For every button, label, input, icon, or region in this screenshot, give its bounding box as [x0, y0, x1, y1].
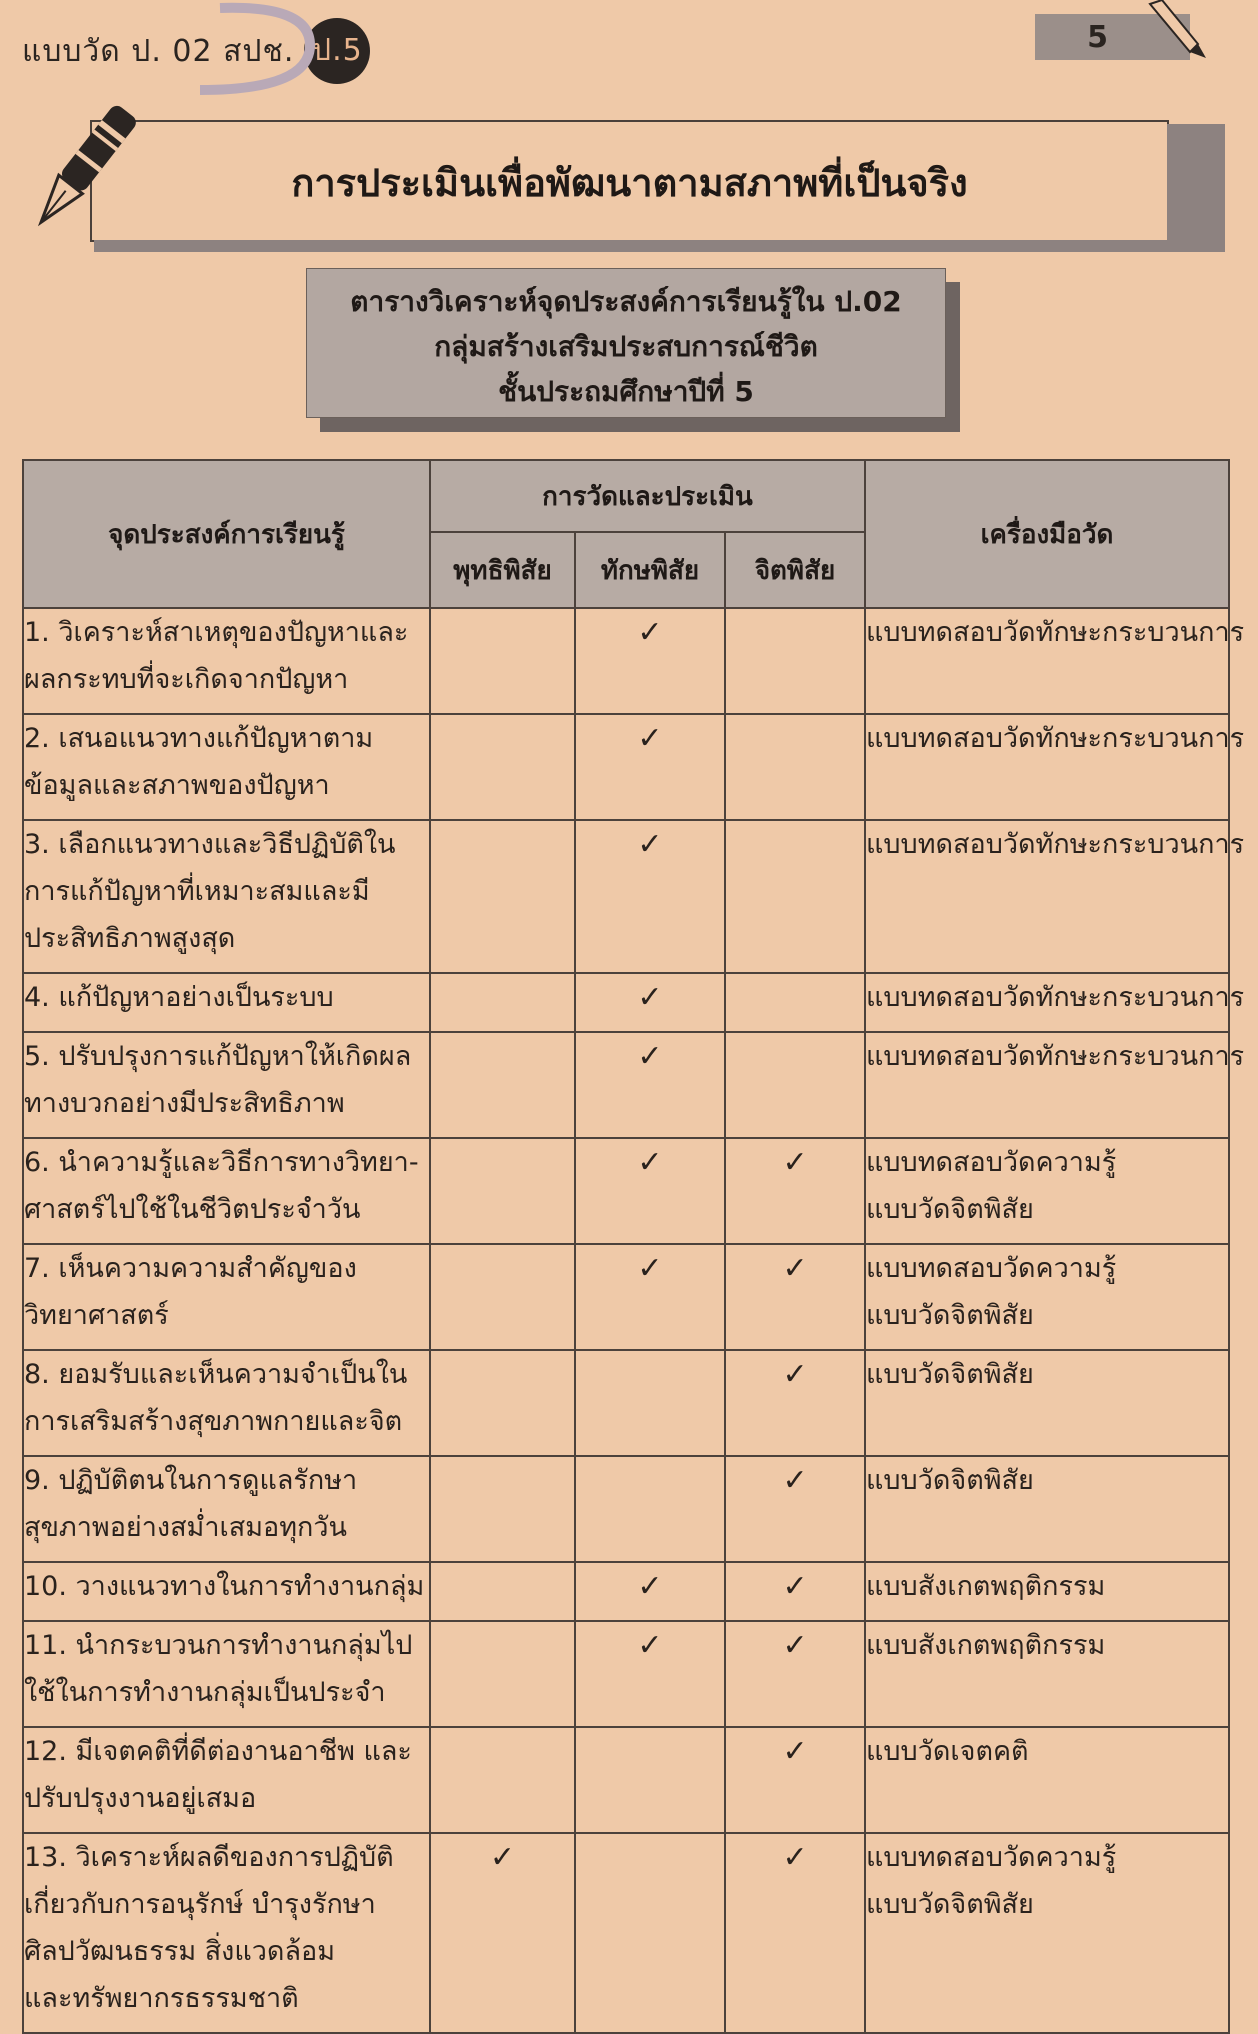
objective-text: และทรัพยากรธรรมชาติ — [24, 1983, 299, 2014]
objective-text: 3. เลือกแนวทางและวิธีปฏิบัติใน — [24, 829, 396, 860]
tool-text: แบบวัดจิตพิสัย — [866, 1359, 1034, 1390]
table-row — [23, 1833, 1229, 2033]
pencil-icon — [1140, 0, 1210, 62]
table-row — [23, 820, 1229, 973]
tool-text: แบบวัดจิตพิสัย — [866, 1194, 1034, 1225]
header-text: แบบวัด ป. 02 สปช. — [22, 33, 295, 69]
tool-text: แบบทดสอบวัดความรู้ — [866, 1842, 1117, 1873]
cognitive-mark — [430, 608, 575, 714]
cognitive-mark: ✓ — [430, 1833, 575, 2033]
tool-cell — [865, 1456, 1229, 1562]
tool-text: แบบสังเกตพฤติกรรม — [866, 1571, 1106, 1602]
tool-text: แบบทดสอบวัดทักษะกระบวนการ — [866, 617, 1245, 648]
header-assessment: การวัดและประเมิน — [430, 460, 865, 532]
objective-text: วิทยาศาสตร์ — [24, 1300, 169, 1331]
fountain-pen-icon — [20, 96, 140, 251]
table-row — [23, 714, 1229, 820]
psychomotor-mark: ✓ — [575, 1032, 725, 1138]
tool-cell — [865, 1138, 1229, 1244]
tool-text: แบบทดสอบวัดทักษะกระบวนการ — [866, 829, 1245, 860]
psychomotor-mark: ✓ — [575, 1244, 725, 1350]
tool-cell — [865, 1562, 1229, 1621]
cognitive-mark — [430, 1456, 575, 1562]
table-row — [23, 1032, 1229, 1138]
caption-line-2: กลุ่มสร้างเสริมประสบการณ์ชีวิต — [434, 330, 818, 363]
psychomotor-mark — [575, 1350, 725, 1456]
objective-text: ใช้ในการทำงานกลุ่มเป็นประจำ — [24, 1677, 386, 1708]
tool-cell — [865, 608, 1245, 714]
objective-cell — [23, 820, 430, 973]
objective-text: 8. ยอมรับและเห็นความจำเป็นใน — [24, 1359, 408, 1390]
cognitive-mark — [430, 1727, 575, 1833]
objective-cell — [23, 1833, 430, 2033]
objective-text: ทางบวกอย่างมีประสิทธิภาพ — [24, 1088, 345, 1119]
cognitive-mark — [430, 714, 575, 820]
tool-text: แบบทดสอบวัดทักษะกระบวนการ — [866, 723, 1245, 754]
objective-text: การเสริมสร้างสุขภาพกายและจิต — [24, 1406, 403, 1437]
tool-cell — [865, 1621, 1229, 1727]
banner-shadow-bottom — [94, 240, 1225, 252]
tool-cell — [865, 1350, 1229, 1456]
affective-mark — [725, 608, 865, 714]
objective-text: 6. นำความรู้และวิธีการทางวิทยา- — [24, 1147, 419, 1178]
objective-cell — [23, 608, 430, 714]
cognitive-mark — [430, 1621, 575, 1727]
objective-text: 10. วางแนวทางในการทำงานกลุ่ม — [24, 1571, 425, 1602]
objective-cell — [23, 1727, 430, 1833]
page-number: 5 — [1087, 19, 1108, 55]
header-tools: เครื่องมือวัด — [865, 460, 1229, 608]
affective-mark — [725, 1032, 865, 1138]
objective-text: เกี่ยวกับการอนุรักษ์ บำรุงรักษา — [24, 1889, 376, 1920]
tool-text: แบบวัดจิตพิสัย — [866, 1889, 1034, 1920]
tool-text: แบบทดสอบวัดทักษะกระบวนการ — [866, 982, 1245, 1013]
header-affective: จิตพิสัย — [725, 532, 865, 608]
tool-cell — [865, 1032, 1245, 1138]
objective-text: 5. ปรับปรุงการแก้ปัญหาให้เกิดผล — [24, 1041, 412, 1072]
psychomotor-mark: ✓ — [575, 1138, 725, 1244]
tool-cell — [865, 820, 1245, 973]
objective-text: 11. นำกระบวนการทำงานกลุ่มไป — [24, 1630, 413, 1661]
table-caption-box — [306, 268, 946, 418]
table-row — [23, 1727, 1229, 1833]
affective-mark: ✓ — [725, 1562, 865, 1621]
objective-cell — [23, 973, 430, 1032]
objective-cell — [23, 714, 430, 820]
tool-text: แบบทดสอบวัดความรู้ — [866, 1253, 1117, 1284]
cognitive-mark — [430, 1032, 575, 1138]
objective-text: 9. ปฏิบัติตนในการดูแลรักษา — [24, 1465, 358, 1496]
tool-cell — [865, 1727, 1229, 1833]
cognitive-mark — [430, 973, 575, 1032]
affective-mark: ✓ — [725, 1138, 865, 1244]
affective-mark — [725, 820, 865, 973]
objective-text: 4. แก้ปัญหาอย่างเป็นระบบ — [24, 982, 334, 1013]
psychomotor-mark — [575, 1833, 725, 2033]
tool-text: แบบวัดจิตพิสัย — [866, 1300, 1034, 1331]
tool-cell — [865, 714, 1245, 820]
table-row — [23, 608, 1229, 714]
affective-mark: ✓ — [725, 1833, 865, 2033]
affective-mark: ✓ — [725, 1456, 865, 1562]
objective-text: ข้อมูลและสภาพของปัญหา — [24, 770, 330, 801]
cognitive-mark — [430, 1138, 575, 1244]
tool-text: แบบทดสอบวัดความรู้ — [866, 1147, 1117, 1178]
title-banner — [90, 120, 1169, 242]
objective-cell — [23, 1456, 430, 1562]
objective-text: 7. เห็นความความสำคัญของ — [24, 1253, 357, 1284]
caption-line-3: ชั้นประถมศึกษาปีที่ 5 — [498, 375, 754, 408]
tool-text: แบบวัดเจตคติ — [866, 1736, 1029, 1767]
table-row — [23, 1244, 1229, 1350]
psychomotor-mark — [575, 1456, 725, 1562]
tool-text: แบบวัดจิตพิสัย — [866, 1465, 1034, 1496]
objective-text: ประสิทธิภาพสูงสุด — [24, 923, 236, 954]
psychomotor-mark: ✓ — [575, 973, 725, 1032]
table-row — [23, 1138, 1229, 1244]
swoosh-decoration-icon — [160, 0, 330, 100]
caption-line-1: ตารางวิเคราะห์จุดประสงค์การเรียนรู้ใน ป.02 — [350, 285, 902, 318]
objective-cell — [23, 1350, 430, 1456]
table-row — [23, 1621, 1229, 1727]
objective-text: 12. มีเจตคติที่ดีต่องานอาชีพ และ — [24, 1736, 412, 1767]
cognitive-mark — [430, 1244, 575, 1350]
objective-text: การแก้ปัญหาที่เหมาะสมและมี — [24, 876, 370, 907]
psychomotor-mark — [575, 1727, 725, 1833]
psychomotor-mark: ✓ — [575, 820, 725, 973]
table-row — [23, 1562, 1229, 1621]
objective-cell — [23, 1621, 430, 1727]
grade-badge: ป.5 — [304, 18, 370, 84]
objective-text: ผลกระทบที่จะเกิดจากปัญหา — [24, 664, 349, 695]
objective-text: ศิลปวัฒนธรรม สิ่งแวดล้อม — [24, 1936, 336, 1967]
objective-cell — [23, 1138, 430, 1244]
tool-cell — [865, 1833, 1229, 2033]
banner-shadow — [1167, 124, 1225, 240]
tool-text: แบบสังเกตพฤติกรรม — [866, 1630, 1106, 1661]
objective-cell — [23, 1244, 430, 1350]
header-psychomotor: ทักษพิสัย — [575, 532, 725, 608]
psychomotor-mark: ✓ — [575, 714, 725, 820]
objective-text: ปรับปรุงงานอยู่เสมอ — [24, 1783, 257, 1814]
header-cognitive: พุทธิพิสัย — [430, 532, 575, 608]
affective-mark — [725, 714, 865, 820]
affective-mark: ✓ — [725, 1621, 865, 1727]
tool-cell — [865, 1244, 1229, 1350]
cognitive-mark — [430, 820, 575, 973]
objective-text: ศาสตร์ไปใช้ในชีวิตประจำวัน — [24, 1194, 361, 1225]
affective-mark: ✓ — [725, 1350, 865, 1456]
header-objective: จุดประสงค์การเรียนรู้ — [23, 460, 430, 608]
tool-cell — [865, 973, 1245, 1032]
objective-text: 1. วิเคราะห์สาเหตุของปัญหาและ — [24, 617, 409, 648]
psychomotor-mark: ✓ — [575, 1562, 725, 1621]
affective-mark: ✓ — [725, 1727, 865, 1833]
objective-text: 2. เสนอแนวทางแก้ปัญหาตาม — [24, 723, 374, 754]
affective-mark — [725, 973, 865, 1032]
cognitive-mark — [430, 1562, 575, 1621]
tool-text: แบบทดสอบวัดทักษะกระบวนการ — [866, 1041, 1245, 1072]
objectives-table — [22, 459, 1245, 2034]
table-row — [23, 973, 1229, 1032]
objective-text: สุขภาพอย่างสม่ำเสมอทุกวัน — [24, 1512, 347, 1543]
objective-cell — [23, 1562, 430, 1621]
psychomotor-mark: ✓ — [575, 608, 725, 714]
objective-cell — [23, 1032, 430, 1138]
table-row — [23, 1456, 1229, 1562]
cognitive-mark — [430, 1350, 575, 1456]
psychomotor-mark: ✓ — [575, 1621, 725, 1727]
objective-text: 13. วิเคราะห์ผลดีของการปฏิบัติ — [24, 1842, 394, 1873]
page-title: การประเมินเพื่อพัฒนาตามสภาพที่เป็นจริง — [291, 161, 968, 205]
table-row — [23, 1350, 1229, 1456]
affective-mark: ✓ — [725, 1244, 865, 1350]
